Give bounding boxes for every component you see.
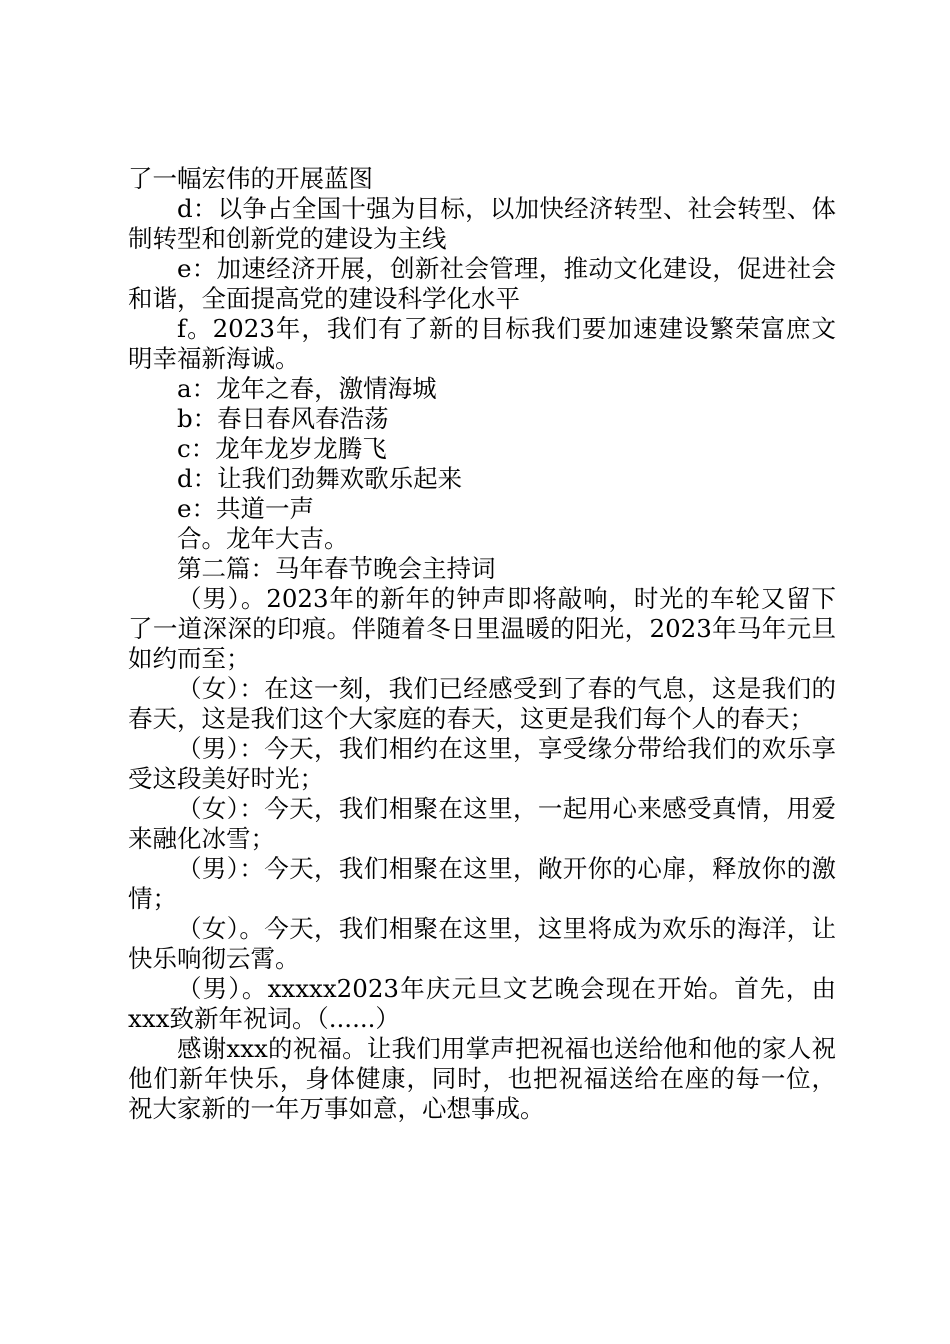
paragraph: 了一幅宏伟的开展蓝图 <box>128 164 373 193</box>
paragraph: （女）。今天，我们相聚在这里，这里将成为欢乐的海洋，让快乐响彻云霄。 <box>128 914 836 973</box>
paragraph: e：共道一声 <box>177 494 314 523</box>
paragraph: 合。龙年大吉。 <box>177 524 349 553</box>
paragraph: （男）：今天，我们相聚在这里，敞开你的心扉，释放你的激情； <box>128 854 836 913</box>
paragraph: c：龙年龙岁龙腾飞 <box>177 434 387 463</box>
paragraph: b：春日春风春浩荡 <box>177 404 389 433</box>
paragraph: a：龙年之春，激情海城 <box>177 374 437 403</box>
paragraph: e：加速经济开展，创新社会管理，推动文化建设，促进社会和谐，全面提高党的建设科学化水平 <box>128 254 836 313</box>
section-heading: 第二篇：马年春节晚会主持词 <box>177 554 496 583</box>
paragraph: （女）：今天，我们相聚在这里，一起用心来感受真情，用爱来融化冰雪； <box>128 794 836 853</box>
paragraph: （女）：在这一刻，我们已经感受到了春的气息，这是我们的春天，这是我们这个大家庭的春天，这更是我们每个人的春天； <box>128 674 836 733</box>
paragraph: （男）。xxxxx2023年庆元旦文艺晚会现在开始。首先，由xxx致新年祝词。（......） <box>128 974 836 1033</box>
paragraph: 感谢xxx的祝福。让我们用掌声把祝福也送给他和他的家人祝他们新年快乐，身体健康，同时，也把祝福送给在座的每一位，祝大家新的一年万事如意，心想事成。 <box>128 1034 836 1123</box>
paragraph: （男）。2023年的新年的钟声即将敲响，时光的车轮又留下了一道深深的印痕。伴随着冬日里温暖的阳光，2023年马年元旦如约而至； <box>128 584 836 673</box>
document-page <box>128 164 836 1124</box>
paragraph: d：让我们劲舞欢歌乐起来 <box>177 464 463 493</box>
paragraph: d：以争占全国十强为目标，以加快经济转型、社会转型、体制转型和创新党的建设为主线 <box>128 194 836 253</box>
paragraph: （男）：今天，我们相约在这里，享受缘分带给我们的欢乐享受这段美好时光； <box>128 734 836 793</box>
paragraph: f。2023年，我们有了新的目标我们要加速建设繁荣富庶文明幸福新海诚。 <box>128 314 836 373</box>
